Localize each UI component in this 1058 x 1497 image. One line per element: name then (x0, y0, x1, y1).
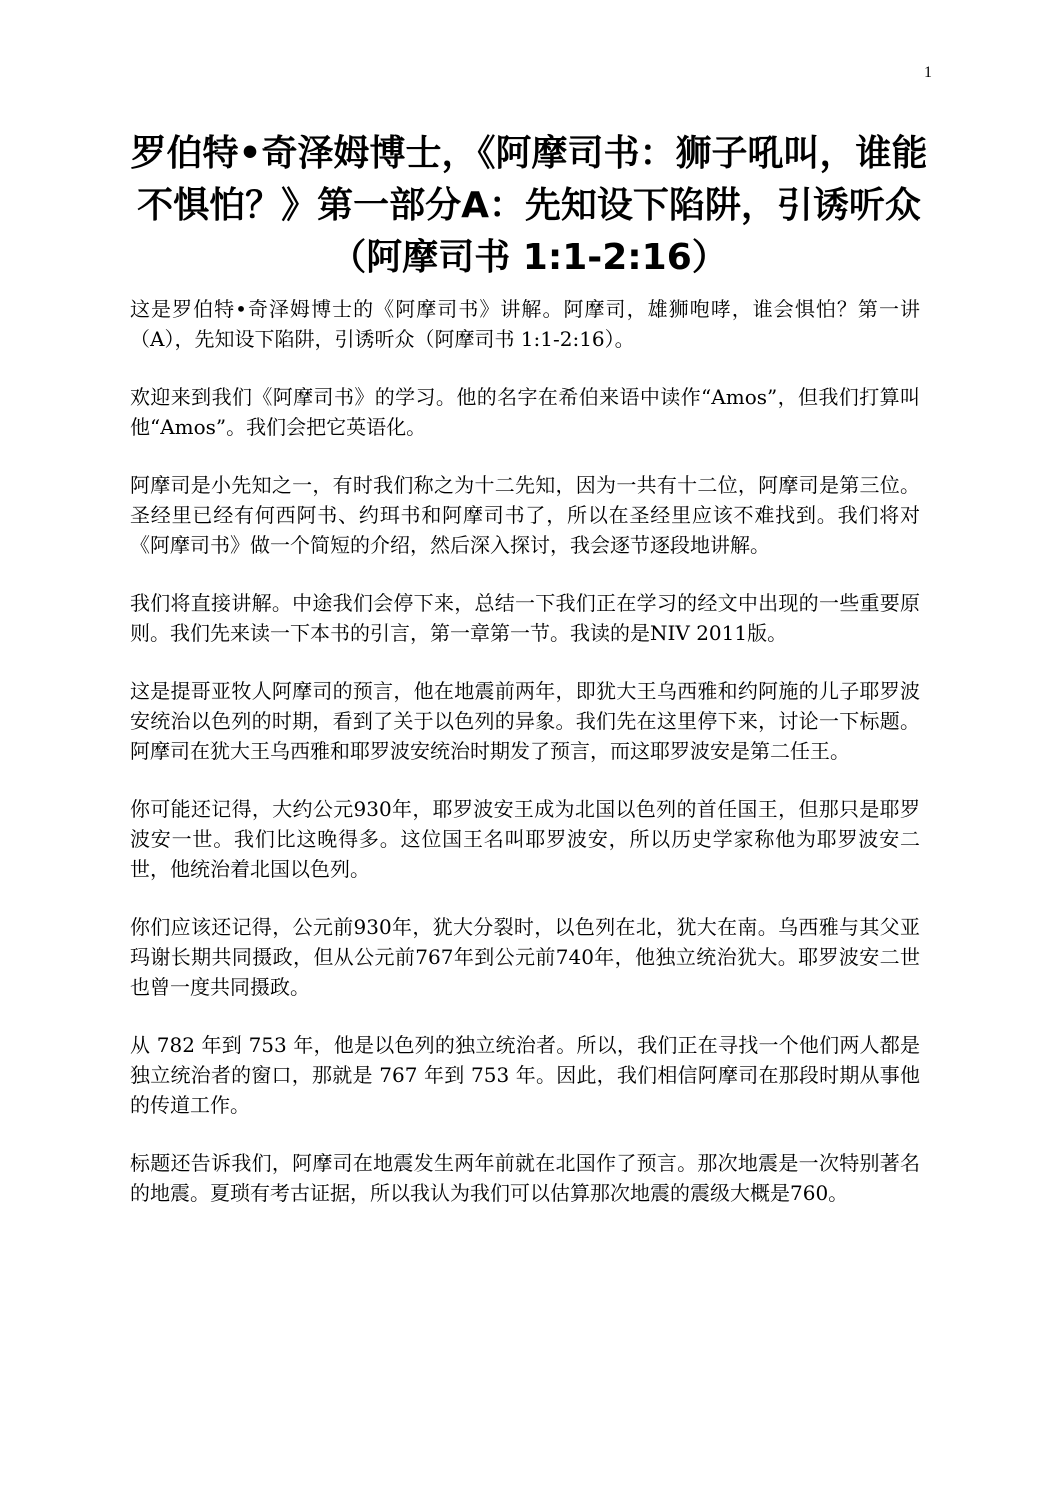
document-title: 罗伯特•奇泽姆博士，《阿摩司书：狮子吼叫，谁能不惧怕？》第一部分A：先知设下陷阱，引诱听众（阿摩司书 1:1-2:16） (130, 133, 928, 278)
paragraph: 从 782 年到 753 年，他是以色列的独立统治者。所以，我们正在寻找一个他们两人都是独立统治者的窗口，那就是 767 年到 753 年。因此，我们相信阿摩司在那段时期从事他的传道工作。 (130, 1033, 920, 1117)
paragraph: 欢迎来到我们《阿摩司书》的学习。他的名字在希伯来语中读作“Amos”，但我们打算叫他“Amos”。我们会把它英语化。 (130, 385, 920, 439)
paragraph: 你可能还记得，大约公元930年，耶罗波安王成为北国以色列的首任国王，但那只是耶罗波安一世。我们比这晚得多。这位国王名叫耶罗波安，所以历史学家称他为耶罗波安二世，他统治着北国以色列。 (130, 797, 920, 881)
paragraph: 你们应该还记得，公元前930年，犹大分裂时，以色列在北，犹大在南。乌西雅与其父亚玛谢长期共同摄政，但从公元前767年到公元前740年，他独立统治犹大。耶罗波安二世也曾一度共同摄政。 (130, 915, 920, 999)
paragraph: 我们将直接讲解。中途我们会停下来，总结一下我们正在学习的经文中出现的一些重要原则。我们先来读一下本书的引言，第一章第一节。我读的是NIV 2011版。 (130, 591, 920, 645)
paragraph: 标题还告诉我们，阿摩司在地震发生两年前就在北国作了预言。那次地震是一次特别著名的地震。夏琐有考古证据，所以我认为我们可以估算那次地震的震级大概是760。 (130, 1151, 920, 1205)
document-body (130, 294, 920, 1236)
paragraph: 这是罗伯特•奇泽姆博士的《阿摩司书》讲解。阿摩司，雄狮咆哮，谁会惧怕？第一讲（A），先知设下陷阱，引诱听众（阿摩司书 1:1-2:16）。 (130, 297, 920, 351)
paragraph: 阿摩司是小先知之一，有时我们称之为十二先知，因为一共有十二位，阿摩司是第三位。圣经里已经有何西阿书、约珥书和阿摩司书了，所以在圣经里应该不难找到。我们将对《阿摩司书》做一个简短的介绍，然后深入探讨，我会逐节逐段地讲解。 (130, 473, 920, 557)
page-number: 1 (924, 64, 932, 81)
paragraph: 这是提哥亚牧人阿摩司的预言，他在地震前两年，即犹大王乌西雅和约阿施的儿子耶罗波安统治以色列的时期，看到了关于以色列的异象。我们先在这里停下来，讨论一下标题。阿摩司在犹大王乌西雅和耶罗波安统治时期发了预言，而这耶罗波安是第二任王。 (130, 679, 920, 763)
